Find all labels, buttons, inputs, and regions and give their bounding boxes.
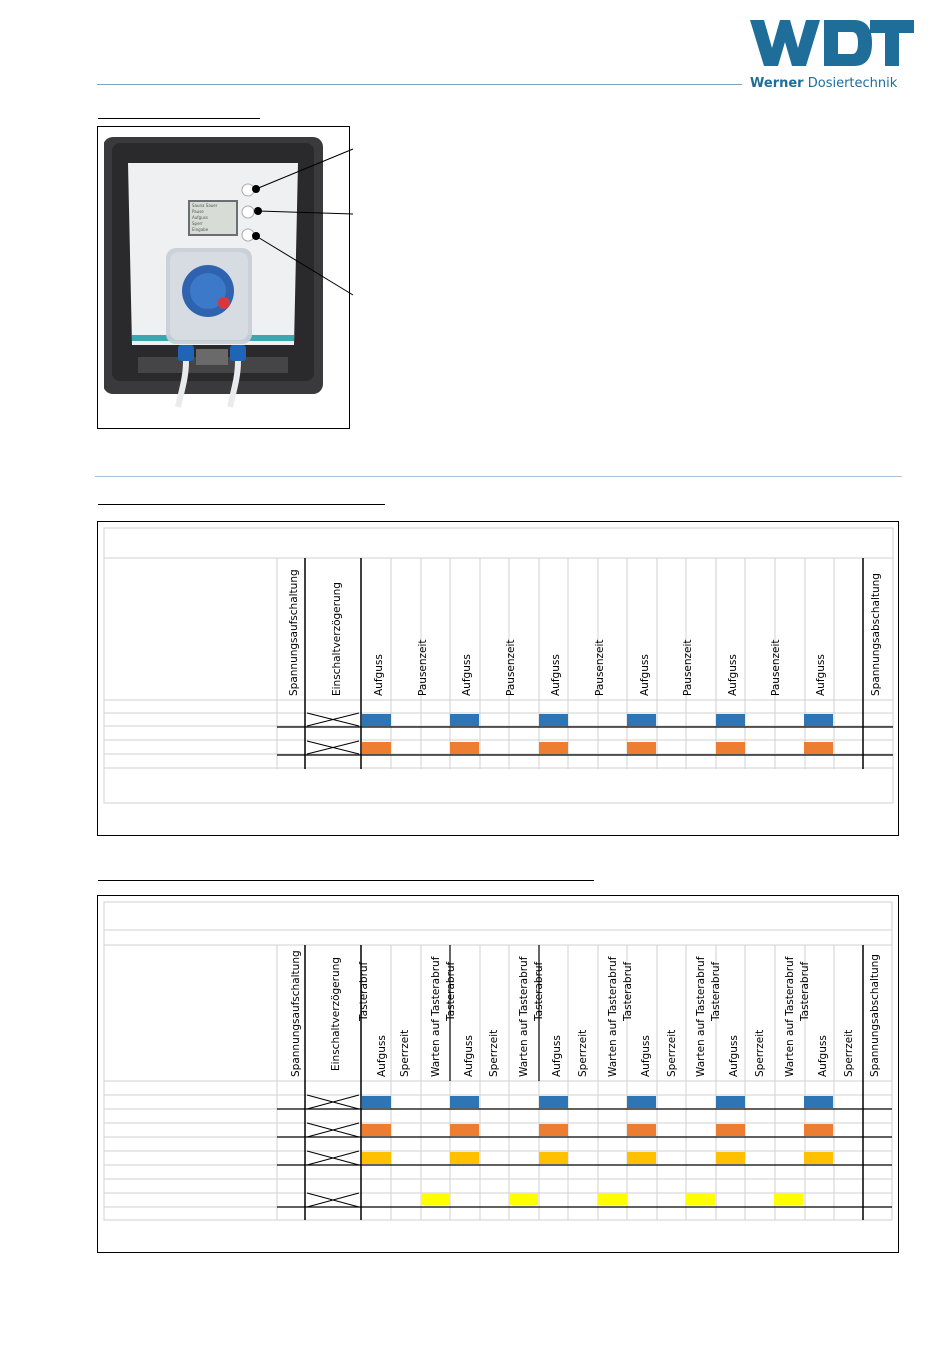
column-label: Warten auf Tasterabruf bbox=[430, 956, 442, 1077]
column-label: Einschaltverzögerung bbox=[330, 957, 342, 1071]
enter-button[interactable] bbox=[242, 206, 254, 218]
gold-bar bbox=[627, 1152, 656, 1164]
column-label: Pausenzeit bbox=[682, 639, 694, 696]
yellow-bar bbox=[774, 1193, 803, 1205]
column-label: Spannungsabschaltung bbox=[869, 954, 881, 1077]
column-label: Tasterabruf bbox=[533, 961, 545, 1021]
column-label: Spannungsaufschaltung bbox=[288, 569, 300, 696]
orange-bar bbox=[627, 742, 656, 754]
orange-bar bbox=[627, 1124, 656, 1136]
yellow-bar bbox=[598, 1193, 627, 1205]
column-label: Pausenzeit bbox=[505, 639, 517, 696]
blue-bar bbox=[804, 714, 833, 726]
blue-bar bbox=[539, 714, 568, 726]
column-label: Spannungsabschaltung bbox=[870, 573, 882, 696]
column-label: Sperrzeit bbox=[399, 1029, 411, 1077]
section-heading-underline bbox=[98, 118, 260, 119]
blue-bar bbox=[362, 1096, 391, 1108]
diagram1-heading-underline bbox=[98, 504, 385, 505]
column-label: Spannungsaufschaltung bbox=[290, 950, 302, 1077]
column-label: Aufguss bbox=[463, 1035, 475, 1077]
column-label: Sperrzeit bbox=[754, 1029, 766, 1077]
column-label: Aufguss bbox=[376, 1035, 388, 1077]
company-name bbox=[750, 76, 897, 91]
device-photo bbox=[98, 127, 358, 427]
orange-bar bbox=[362, 742, 391, 754]
column-label: Warten auf Tasterabruf bbox=[607, 956, 619, 1077]
column-label: Einschaltverzögerung bbox=[331, 582, 343, 696]
orange-bar bbox=[716, 1124, 745, 1136]
column-label: Tasterabruf bbox=[622, 961, 634, 1021]
column-label: Aufguss bbox=[728, 1035, 740, 1077]
company-name-rest: Dosiertechnik bbox=[803, 76, 898, 91]
display-line: Aufguss bbox=[192, 215, 208, 220]
gold-bar bbox=[450, 1152, 479, 1164]
column-label: Aufguss bbox=[551, 1035, 563, 1077]
section-separator bbox=[95, 476, 902, 477]
column-label: Aufguss bbox=[550, 654, 562, 696]
yellow-bar bbox=[509, 1193, 538, 1205]
column-label: Pausenzeit bbox=[594, 639, 606, 696]
yellow-bar bbox=[421, 1193, 450, 1205]
blue-bar bbox=[716, 1096, 745, 1108]
column-label: Warten auf Tasterabruf bbox=[518, 956, 530, 1077]
company-name-bold: Werner bbox=[750, 76, 804, 91]
header-rule bbox=[97, 84, 742, 85]
gold-bar bbox=[362, 1152, 391, 1164]
blue-bar bbox=[539, 1096, 568, 1108]
diagram1-timing-chart bbox=[97, 521, 899, 836]
column-label: Aufguss bbox=[639, 654, 651, 696]
yellow-bar bbox=[686, 1193, 715, 1205]
orange-bar bbox=[450, 1124, 479, 1136]
column-label: Tasterabruf bbox=[710, 961, 722, 1021]
blue-bar bbox=[804, 1096, 833, 1108]
blue-bar bbox=[627, 1096, 656, 1108]
wdt-logo-mark bbox=[750, 18, 914, 70]
orange-bar bbox=[539, 1124, 568, 1136]
column-label: Pausenzeit bbox=[770, 639, 782, 696]
diagram2-heading-underline bbox=[98, 880, 594, 881]
diagram2-timing-chart bbox=[97, 895, 899, 1253]
gold-bar bbox=[716, 1152, 745, 1164]
column-label: Sperrzeit bbox=[666, 1029, 678, 1077]
orange-bar bbox=[362, 1124, 391, 1136]
display-line: Eingabe bbox=[192, 227, 209, 232]
column-label: Aufguss bbox=[727, 654, 739, 696]
column-label: Tasterabruf bbox=[799, 961, 811, 1021]
column-label: Tasterabruf bbox=[445, 961, 457, 1021]
column-label: Warten auf Tasterabruf bbox=[695, 956, 707, 1077]
blue-bar bbox=[362, 714, 391, 726]
blue-bar bbox=[450, 714, 479, 726]
display-line: Sperr bbox=[192, 221, 203, 226]
column-label: Warten auf Tasterabruf bbox=[784, 956, 796, 1077]
gold-bar bbox=[539, 1152, 568, 1164]
orange-bar bbox=[716, 742, 745, 754]
column-label: Sperrzeit bbox=[577, 1029, 589, 1077]
column-label: Sperrzeit bbox=[488, 1029, 500, 1077]
column-label: Aufguss bbox=[640, 1035, 652, 1077]
blue-bar bbox=[450, 1096, 479, 1108]
column-label: Aufguss bbox=[817, 1035, 829, 1077]
column-label: Aufguss bbox=[461, 654, 473, 696]
blue-bar bbox=[716, 714, 745, 726]
blue-bar bbox=[627, 714, 656, 726]
gold-bar bbox=[804, 1152, 833, 1164]
display-line: Sauna Sauer bbox=[192, 203, 218, 208]
orange-bar bbox=[450, 742, 479, 754]
column-label: Pausenzeit bbox=[417, 639, 429, 696]
orange-bar bbox=[804, 742, 833, 754]
column-label: Sperrzeit bbox=[843, 1029, 855, 1077]
orange-bar bbox=[804, 1124, 833, 1136]
column-label: Aufguss bbox=[815, 654, 827, 696]
column-label: Tasterabruf bbox=[358, 961, 370, 1021]
display-line: Pause bbox=[192, 209, 204, 214]
orange-bar bbox=[539, 742, 568, 754]
column-label: Aufguss bbox=[373, 654, 385, 696]
